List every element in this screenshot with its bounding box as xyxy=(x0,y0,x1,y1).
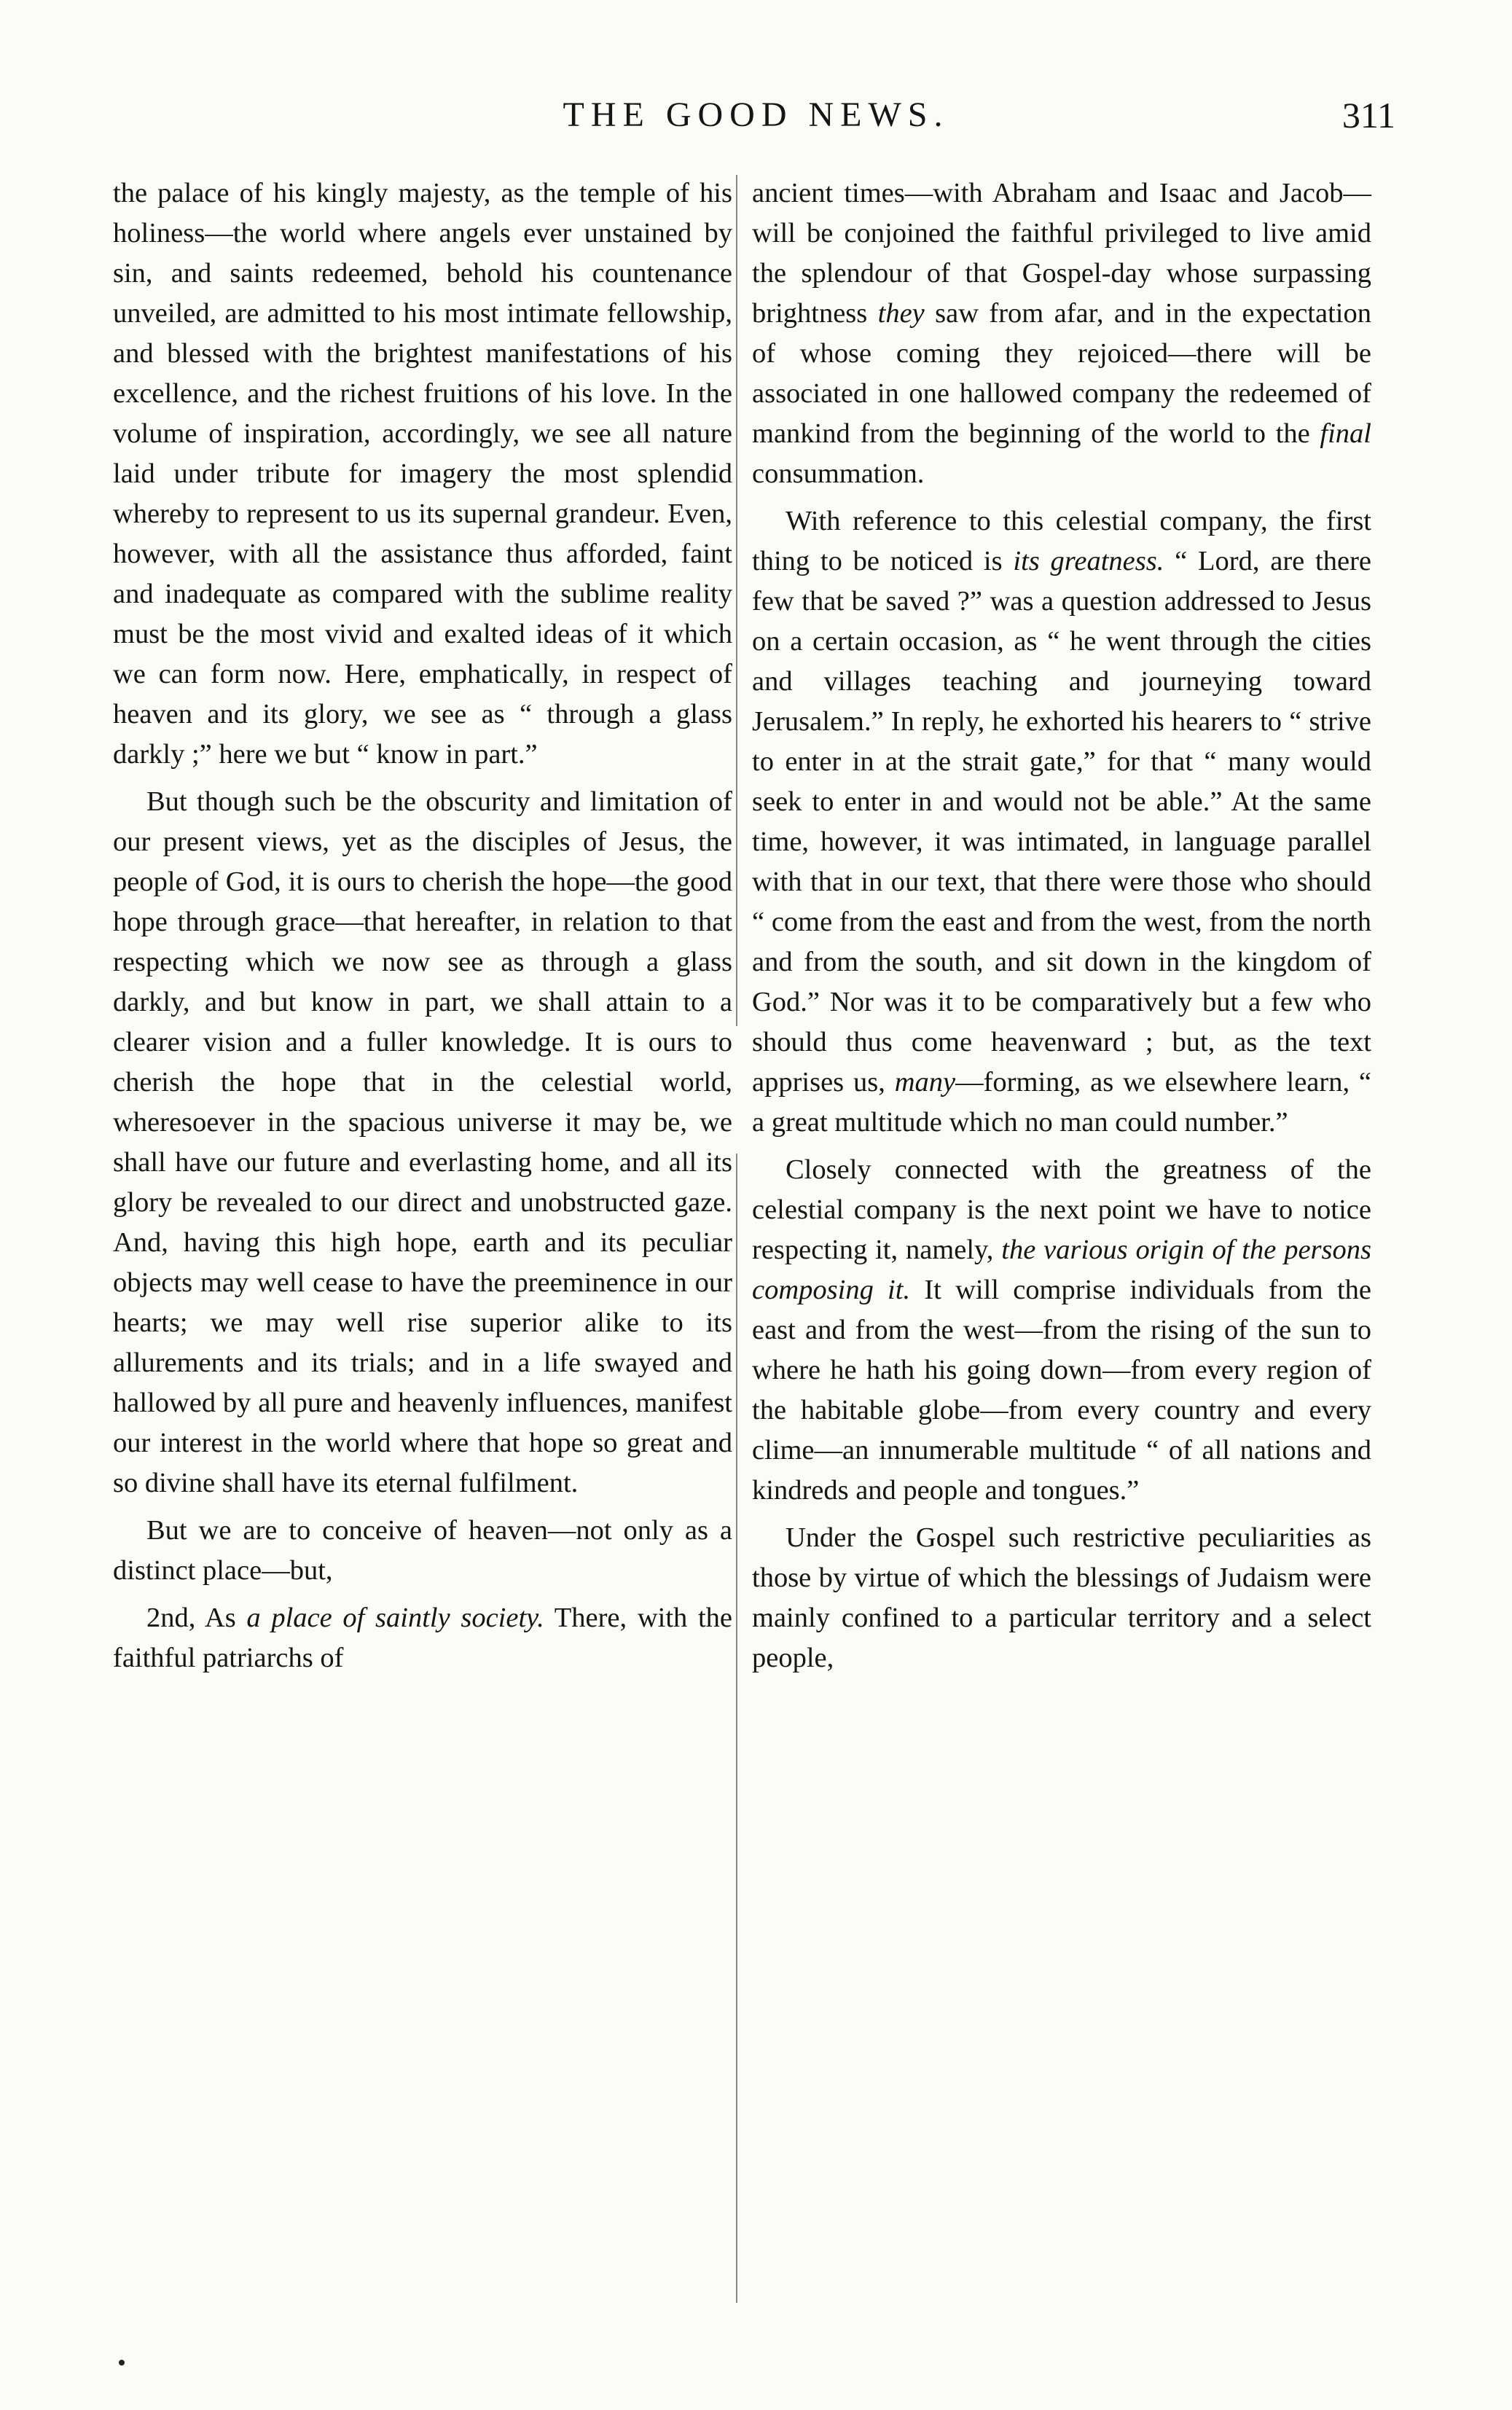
left-column xyxy=(113,173,732,1686)
left-paragraph-2: But though such be the obscurity and limitation of our present views, yet as the disciples of Jesus, the people of God, it is ours to cherish the hope—the good hope through grace—that hereafter, in relation to that respecting which we now see as through a glass darkly, and but know in part, we shall attain to a clearer vision and a fuller knowledge. It is ours to cherish the hope that in the celestial world, wheresoever in the spacious universe it may be, we shall have our future and everlasting home, and all its glory be revealed to our direct and unobstructed gaze. And, having this high hope, earth and its peculiar objects may well cease to have the preeminence in our hearts; we may well rise superior alike to its allurements and its trials; and in a life swayed and hallowed by all pure and heavenly influences, manifest our interest in the world where that hope so great and so divine shall have its eternal fulfilment. xyxy=(113,786,732,1498)
right-paragraph-2-text-c: —forming, as we elsewhere learn, “ a great multitude which no man could number.” xyxy=(752,1067,1371,1138)
right-paragraph-4: Under the Gospel such restrictive peculiarities as those by virtue of which the blessings of Judaism were mainly confined to a particular territory and a select people, xyxy=(752,1522,1371,1673)
left-paragraph-4 xyxy=(113,1598,732,1678)
right-paragraph-2-italic: its greatness. xyxy=(1013,546,1164,576)
left-paragraph-1: the palace of his kingly majesty, as the temple of his holiness—the world where angels ever unstained by sin, and saints redeemed, behold his countenance unveiled, are admitted to his most intimate fellowship, and blessed with the brightest manifestations of his excellence, and the richest fruitions of his love. In the volume of inspiration, accordingly, we see all nature laid under tribute for imagery the most splendid whereby to represent to us its supernal grandeur. Even, however, with all the assistance thus afforded, faint and inadequate as compared with the sublime reality must be the most vivid and exalted ideas of it which we can form now. Here, emphatically, in respect of heaven and its glory, we see as “ through a glass darkly ;” here we but “ know in part.” xyxy=(113,178,732,770)
running-head xyxy=(117,86,1395,144)
right-paragraph-3-italic: the various origin of the persons composing it. xyxy=(752,1235,1371,1305)
right-paragraph-1-italic-2: final xyxy=(1320,418,1371,449)
page-number: 311 xyxy=(1341,95,1395,136)
right-column xyxy=(752,173,1371,1686)
running-head-title: THE GOOD NEWS. xyxy=(563,95,949,134)
right-paragraph-2 xyxy=(752,501,1371,1143)
section-heading-italic: a place of saintly society. xyxy=(246,1603,544,1633)
right-paragraph-2-italic-2: many xyxy=(894,1067,956,1098)
right-paragraph-2-text-a: With reference to this celestial company, the first thing to be noticed is xyxy=(752,506,1371,576)
ink-speck xyxy=(119,2360,125,2366)
column-divider xyxy=(736,175,737,2303)
right-paragraph-1-italic: they xyxy=(877,298,925,329)
right-paragraph-1-text-a: ancient times—with Abraham and Isaac and Jacob—will be conjoined the faithful privileged to live amid the splendour of that Gospel-day whose surpassing brightness xyxy=(752,178,1371,329)
right-paragraph-3 xyxy=(752,1150,1371,1511)
left-paragraph-4-rest: There, with the faithful patriarchs of xyxy=(113,1603,732,1673)
section-number: 2nd, As xyxy=(146,1603,247,1633)
right-paragraph-1-text-c: consummation. xyxy=(752,458,925,489)
right-paragraph-1 xyxy=(752,173,1371,494)
left-paragraph-3: But we are to conceive of heaven—not only as a distinct place—but, xyxy=(113,1515,732,1586)
right-paragraph-3-text-a: Closely connected with the greatness of the celestial company is the next point we have to notice respecting it, namely, xyxy=(752,1154,1371,1265)
right-paragraph-1-text-b: saw from afar, and in the expectation of whose coming they rejoiced—there will be associated in one hallowed company the redeemed of mankind from the beginning of the world to the xyxy=(752,298,1371,449)
right-paragraph-3-text-b: It will comprise individuals from the east and from the west—from the rising of the sun to where he hath his going down—from every region of the habitable globe—from every country and every clime—an innumerable multitude “ of all nations and kindreds and people and tongues.” xyxy=(752,1275,1371,1506)
right-paragraph-2-text-b: “ Lord, are there few that be saved ?” was a question addressed to Jesus on a certain occasion, as “ he went through the cities and villages teaching and journeying toward Jerusalem.” In reply, he exhorted his hearers to “ strive to enter in at the strait gate,” for that “ many would seek to enter in and would not be able.” At the same time, however, it was intimated, in language parallel with that in our text, that there were those who should “ come from the east and from the west, from the north and from the south, and sit down in the kingdom of God.” Nor was it to be comparatively but a few who should thus come heavenward ; but, as the text apprises us, xyxy=(752,546,1371,1098)
